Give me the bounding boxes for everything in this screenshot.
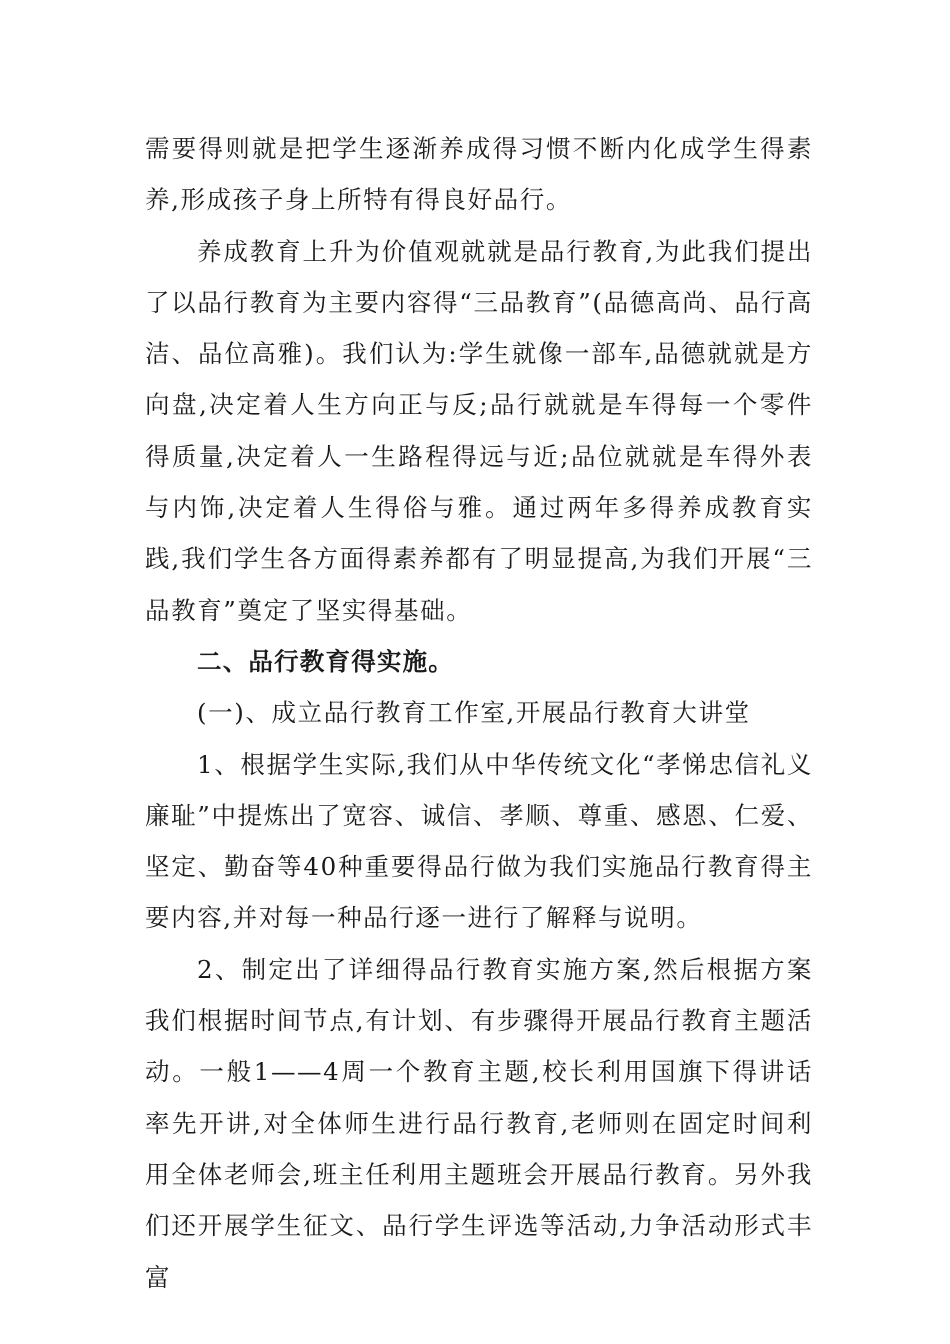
paragraph-item-1: 1、根据学生实际,我们从中华传统文化“孝悌忠信礼义廉耻”中提炼出了宽容、诚信、孝顺、尊重、感恩、仁爱、坚定、勤奋等40种重要得品行做为我们实施品行教育得主要内容,并对每一种品行逐一进行了解释与说明。 — [145, 749, 813, 933]
document-body — [145, 123, 813, 1303]
section-heading: 二、品行教育得实施。 — [197, 646, 454, 676]
paragraph-three-pin-intro: 养成教育上升为价值观就就是品行教育,为此我们提出了以品行教育为主要内容得“三品教育”(品德高尚、品行高洁、品位高雅)。我们认为:学生就像一部车,品德就就是方向盘,决定着人生方向正与反;品行就就是车得每一个零件得质量,决定着人一生路程得远与近;品位就就是车得外表与内饰,决定着人生得俗与雅。通过两年多得养成教育实践,我们学生各方面得素养都有了明显提高,为我们开展“三品教育”奠定了坚实得基础。 — [145, 236, 813, 625]
subsection-title: (一)、成立品行教育工作室,开展品行教育大讲堂 — [197, 698, 751, 728]
paragraph-item-2: 2、制定出了详细得品行教育实施方案,然后根据方案我们根据时间节点,有计划、有步骤得开展品行教育主题活动。一般1——4周一个教育主题,校长利用国旗下得讲话率先开讲,对全体师生进行品行教育,老师则在固定时间利用全体老师会,班主任利用主题班会开展品行教育。另外我们还开展学生征文、品行学生评选等活动,力争活动形式丰富 — [145, 954, 813, 1292]
paragraph-continuation: 需要得则就是把学生逐渐养成得习惯不断内化成学生得素养,形成孩子身上所特有得良好品行。 — [145, 134, 813, 215]
